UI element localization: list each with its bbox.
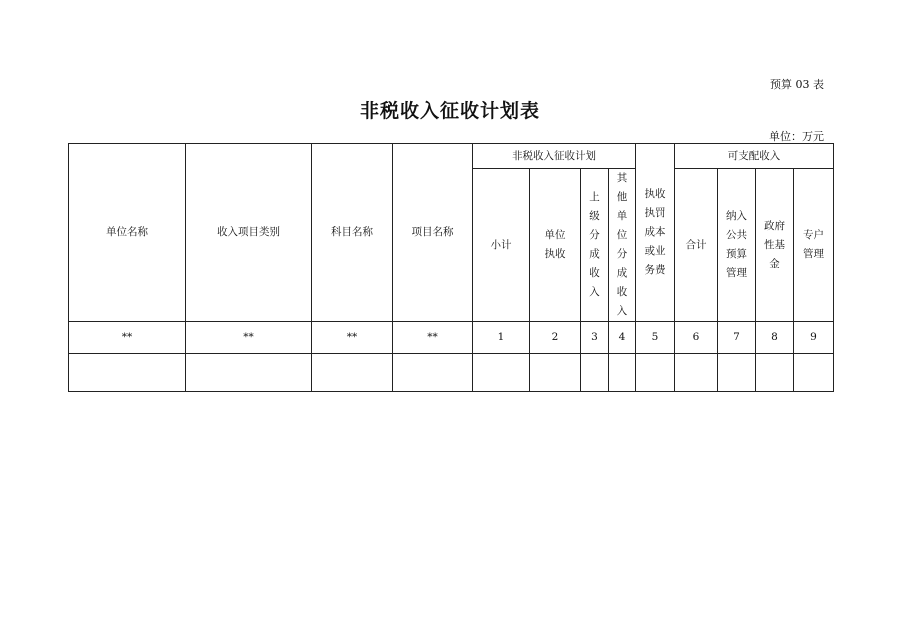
code-cell: 6: [675, 322, 718, 354]
code-cell: 8: [756, 322, 794, 354]
data-cell[interactable]: [473, 354, 530, 392]
code-cell: 3: [581, 322, 609, 354]
page-title: 非税收入征收计划表: [359, 100, 540, 122]
code-cell: 1: [473, 322, 530, 354]
header-group-collection-plan: 非税收入征收计划: [473, 144, 636, 169]
header-special-account: 专户管理: [803, 229, 824, 260]
header-unit-name: 单位名称: [69, 144, 186, 322]
code-cell: 7: [718, 322, 756, 354]
header-public-budget: 纳入公共预算管理: [726, 210, 747, 279]
code-cell: **: [186, 322, 312, 354]
code-cell: **: [312, 322, 393, 354]
data-cell[interactable]: [756, 354, 794, 392]
header-special-account-cell: [794, 169, 834, 322]
data-cell[interactable]: [718, 354, 756, 392]
header-other-unit-share: 其他单位分成收入: [616, 172, 628, 317]
header-public-budget-cell: [718, 169, 756, 322]
data-cell[interactable]: [675, 354, 718, 392]
header-gov-fund-cell: [756, 169, 794, 322]
code-cell: **: [393, 322, 473, 354]
data-cell[interactable]: [186, 354, 312, 392]
header-subject-name: 科目名称: [312, 144, 393, 322]
header-other-unit-share-cell: [609, 169, 636, 322]
unit-label: 单位：万元: [769, 130, 824, 143]
code-cell: **: [69, 322, 186, 354]
code-row: [69, 322, 834, 354]
table-row: [69, 354, 834, 392]
header-revenue-type: 收入项目类别: [186, 144, 312, 322]
code-cell: 9: [794, 322, 834, 354]
header-enforcement-cost-cell: [636, 144, 675, 322]
header-project-name: 项目名称: [393, 144, 473, 322]
code-cell: 2: [530, 322, 581, 354]
header-group-disposable: 可支配收入: [675, 144, 834, 169]
data-cell[interactable]: [312, 354, 393, 392]
header-unit-collection: 单位执收: [544, 229, 566, 260]
code-cell: 4: [609, 322, 636, 354]
code-cell: 5: [636, 322, 675, 354]
data-cell[interactable]: [530, 354, 581, 392]
header-gov-fund: 政府性基金: [764, 219, 785, 270]
data-cell[interactable]: [69, 354, 186, 392]
header-unit-collection-cell: [530, 169, 581, 322]
header-total: 合计: [675, 169, 718, 322]
header-superior-share-cell: [581, 169, 609, 322]
collection-plan-table: [68, 143, 834, 392]
data-cell[interactable]: [794, 354, 834, 392]
header-enforcement-cost: 执收执罚成本或业务费: [644, 188, 666, 276]
header-subtotal: 小计: [473, 169, 530, 322]
data-cell[interactable]: [393, 354, 473, 392]
data-cell[interactable]: [581, 354, 609, 392]
form-code: 预算 03 表: [770, 78, 824, 91]
header-superior-share: 上级分成收入: [589, 191, 600, 298]
data-cell[interactable]: [609, 354, 636, 392]
data-cell[interactable]: [636, 354, 675, 392]
